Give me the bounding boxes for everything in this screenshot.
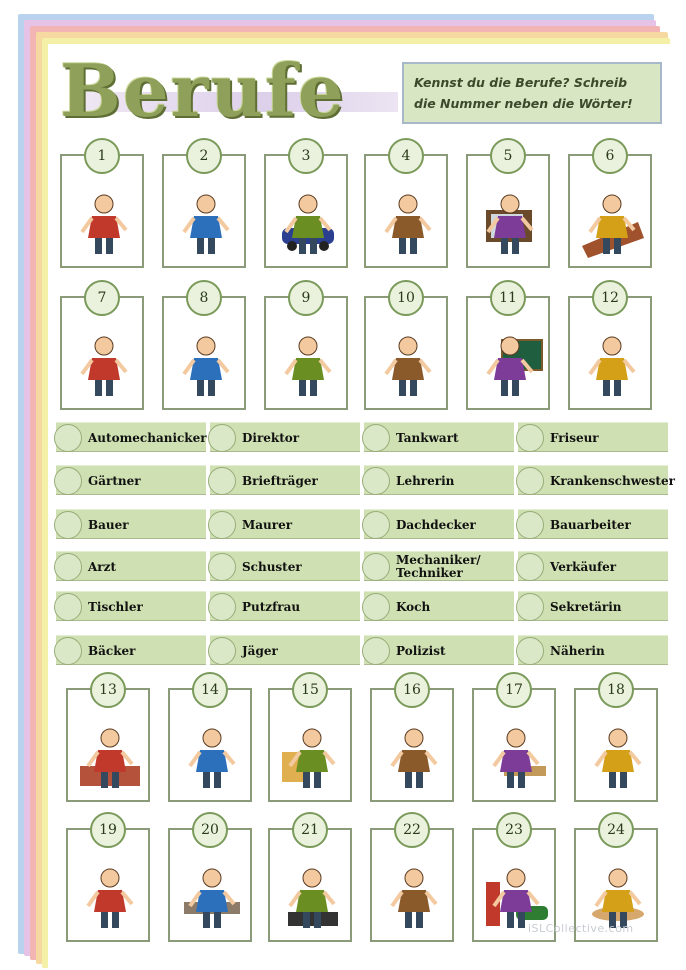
card-number: 18 [598, 672, 634, 708]
word-item [56, 422, 206, 452]
doctor-icon [172, 188, 240, 260]
answer-circle[interactable] [516, 593, 544, 621]
construction-worker-icon [584, 722, 652, 794]
word-item [518, 591, 668, 621]
watermark: iSLCollective.com [528, 922, 634, 935]
word-item [518, 551, 668, 581]
hairdresser-icon [70, 330, 138, 402]
word-label: Bäcker [88, 643, 136, 658]
answer-circle[interactable] [516, 467, 544, 495]
word-label: Direktor [242, 430, 300, 445]
instructions-box: Kennst du die Berufe? Schreib die Nummer neben die Wörter! [402, 62, 662, 124]
word-label: Tankwart [396, 430, 459, 445]
card-number: 16 [394, 672, 430, 708]
card-number: 15 [292, 672, 328, 708]
word-label: Maurer [242, 517, 293, 532]
word-item [518, 635, 668, 665]
answer-circle[interactable] [516, 637, 544, 665]
word-item [56, 635, 206, 665]
answer-circle[interactable] [362, 553, 390, 581]
word-label: Mechaniker/ Techniker [396, 553, 481, 580]
word-item [364, 635, 514, 665]
word-label: Koch [396, 599, 431, 614]
card-number: 22 [394, 812, 430, 848]
nurse-icon [274, 330, 342, 402]
card-number: 7 [84, 280, 120, 316]
answer-circle[interactable] [54, 467, 82, 495]
cook-icon [76, 862, 144, 934]
teacher-icon [476, 330, 544, 402]
answer-circle[interactable] [516, 553, 544, 581]
car-mechanic-icon [274, 188, 342, 260]
bricklayer-icon [76, 722, 144, 794]
answer-circle[interactable] [54, 637, 82, 665]
word-label: Gärtner [88, 473, 141, 488]
word-item [210, 422, 360, 452]
answer-circle[interactable] [362, 467, 390, 495]
word-item [56, 465, 206, 495]
answer-circle[interactable] [516, 511, 544, 539]
card-number: 24 [598, 812, 634, 848]
word-label: Bauarbeiter [550, 517, 631, 532]
word-label: Dachdecker [396, 517, 476, 532]
hunter-icon [172, 330, 240, 402]
word-label: Bauer [88, 517, 129, 532]
word-label: Polizist [396, 643, 446, 658]
card-number: 19 [90, 812, 126, 848]
card-number: 21 [292, 812, 328, 848]
tv-technician-icon [476, 188, 544, 260]
word-label: Sekretärin [550, 599, 622, 614]
card-number: 17 [496, 672, 532, 708]
postman-icon [380, 862, 448, 934]
card-number: 14 [192, 672, 228, 708]
card-number: 12 [592, 280, 628, 316]
page-title: Berufe [60, 48, 346, 133]
card-number: 5 [490, 138, 526, 174]
word-label: Tischler [88, 599, 143, 614]
card-number: 8 [186, 280, 222, 316]
carpenter-icon [482, 722, 550, 794]
answer-circle[interactable] [208, 553, 236, 581]
card-number: 4 [388, 138, 424, 174]
word-label: Arzt [88, 559, 116, 574]
word-label: Lehrerin [396, 473, 455, 488]
seamstress-icon [278, 722, 346, 794]
policeman-icon [178, 722, 246, 794]
word-item [56, 591, 206, 621]
answer-circle[interactable] [208, 511, 236, 539]
word-label: Schuster [242, 559, 302, 574]
word-item [210, 465, 360, 495]
word-label: Friseur [550, 430, 599, 445]
answer-circle[interactable] [516, 424, 544, 452]
word-item [364, 465, 514, 495]
card-number: 10 [388, 280, 424, 316]
director-icon [278, 862, 346, 934]
word-label: Jäger [242, 643, 278, 658]
word-item [364, 591, 514, 621]
card-number: 13 [90, 672, 126, 708]
card-number: 1 [84, 138, 120, 174]
card-number: 3 [288, 138, 324, 174]
card-number: 20 [192, 812, 228, 848]
word-item [56, 509, 206, 539]
roofer-icon [578, 188, 646, 260]
answer-circle[interactable] [208, 593, 236, 621]
gardener-icon [374, 330, 442, 402]
cleaner-icon [380, 722, 448, 794]
secretary-icon [578, 330, 646, 402]
answer-circle[interactable] [54, 593, 82, 621]
word-item [518, 422, 668, 452]
word-item [364, 422, 514, 452]
card-number: 6 [592, 138, 628, 174]
answer-circle[interactable] [54, 553, 82, 581]
card-number: 11 [490, 280, 526, 316]
word-item [518, 465, 675, 495]
word-item [210, 591, 360, 621]
card-number: 23 [496, 812, 532, 848]
answer-circle[interactable] [54, 424, 82, 452]
answer-circle[interactable] [208, 467, 236, 495]
shoemaker-icon [70, 188, 138, 260]
word-item [56, 551, 206, 581]
word-label: Putzfrau [242, 599, 301, 614]
word-label: Verkäufer [550, 559, 617, 574]
answer-circle[interactable] [362, 593, 390, 621]
word-label: Briefträger [242, 473, 318, 488]
word-label: Automechanicker [88, 430, 207, 445]
word-item [210, 635, 360, 665]
word-item [364, 551, 514, 581]
farmer-icon [374, 188, 442, 260]
answer-circle[interactable] [208, 637, 236, 665]
answer-circle[interactable] [362, 637, 390, 665]
card-number: 2 [186, 138, 222, 174]
card-number: 9 [288, 280, 324, 316]
shop-assistant-icon [178, 862, 246, 934]
word-item [518, 509, 668, 539]
word-label: Näherin [550, 643, 605, 658]
word-label: Krankenschwester [550, 473, 675, 488]
answer-circle[interactable] [362, 424, 390, 452]
answer-circle[interactable] [362, 511, 390, 539]
word-item [210, 509, 360, 539]
word-item [364, 509, 514, 539]
answer-circle[interactable] [208, 424, 236, 452]
answer-circle[interactable] [54, 511, 82, 539]
word-item [210, 551, 360, 581]
